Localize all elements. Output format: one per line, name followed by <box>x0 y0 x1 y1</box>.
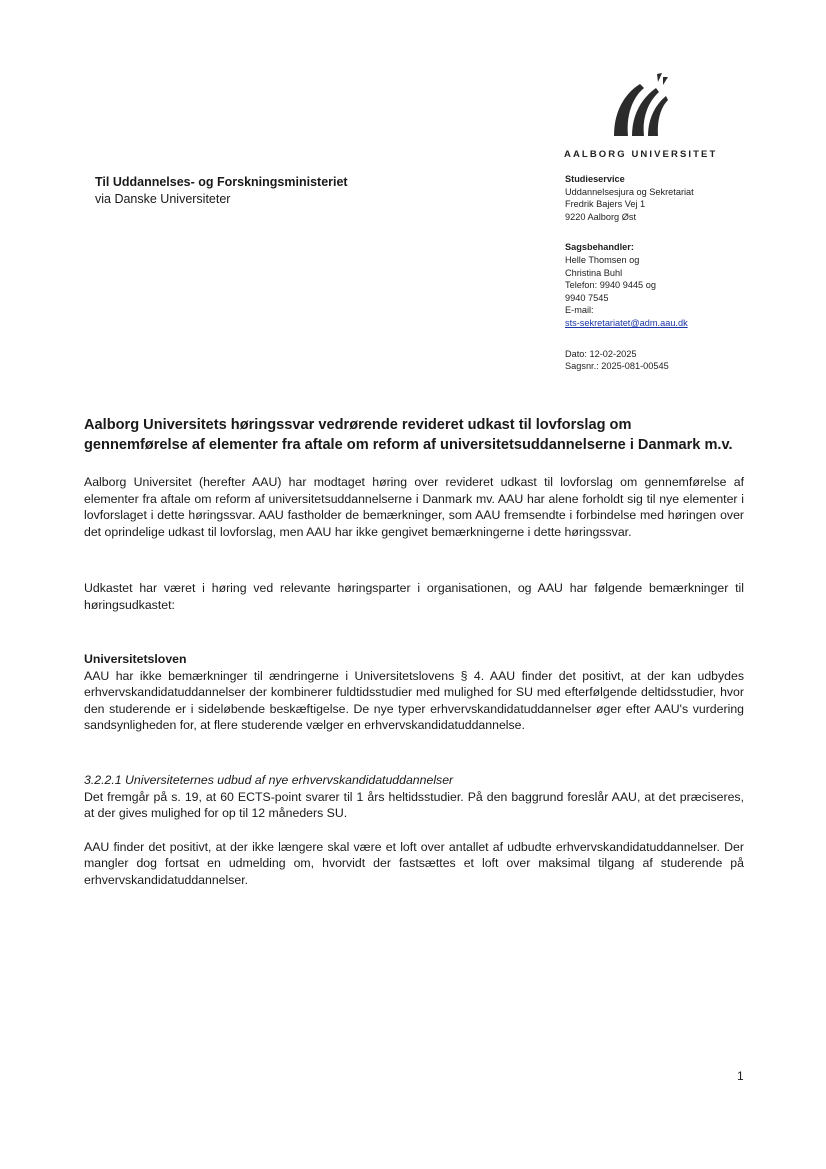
document-title: Aalborg Universitets høringssvar vedrørende revideret udkast til lovforslag om gennemførelse af elementer fra aftale om reform af universitetsuddannelserne i Danmark m.v. <box>84 417 733 453</box>
letter-date: Dato: 12-02-2025 <box>565 348 637 359</box>
subsection-heading: 3.2.2.1 Universiteternes udbud af nye erhvervskandidatuddannelser <box>84 773 454 787</box>
subsection-text-1: Det fremgår på s. 19, at 60 ECTS-point svarer til 1 års heltidsstudier. På den baggrund foreslår AAU, at det præciseres, at der gives mulighed for op til 12 måneders SU. <box>84 789 744 821</box>
handler-name-2: Christina Buhl <box>565 267 623 278</box>
email-label: E-mail: <box>565 305 594 316</box>
case-number: Sagsnr.: 2025-081-00545 <box>565 361 669 372</box>
handler-label: Sagsbehandler: <box>565 242 634 253</box>
phone-line-1: Telefon: 9940 9445 og <box>565 280 656 291</box>
recipient-block <box>95 174 348 208</box>
sender-dept: Uddannelsesjura og Sekretariat <box>565 186 694 197</box>
university-name: AALBORG UNIVERSITET <box>564 149 718 160</box>
sender-unit: Studieservice <box>565 174 625 184</box>
section-text: AAU har ikke bemærkninger til ændringerne i Universitetslovens § 4. AAU finder det positivt, at der kan udbydes erhvervskandidatuddannelser der kombinerer fuldtidsstudier med mulighed for SU med efterfølgende deltidsstudier, hvor den studerende er i sideløbende beskæftigelse. De nye typer erhvervskandidatuddannelser øger efter AAU's vurdering sandsynligheden for, at flere studerende vælger en erhvervskandidatuddannelse. <box>84 668 744 733</box>
universitetsloven-section <box>84 651 744 734</box>
aau-wave-logo-icon <box>610 72 672 138</box>
section-heading: Universitetsloven <box>84 652 187 666</box>
consultation-paragraph: Udkastet har været i høring ved relevante høringsparter i organisationen, og AAU har følgende bemærkninger til høringsudkastet: <box>84 581 744 612</box>
recipient-via: via Danske Universiteter <box>95 192 231 206</box>
subsection-text-2: AAU finder det positivt, at der ikke længere skal være et loft over antallet af udbudte erhvervskandidatuddannelser. Der mangler dog fortsat en udmelding om, hvorvidt der fastsættes et loft over maksimal tilgang af studerende på erhvervskandidatuddannelser. <box>84 839 744 887</box>
recipient-name: Til Uddannelses- og Forskningsministeriet <box>95 175 348 189</box>
email-link[interactable]: sts-sekretariatet@adm.aau.dk <box>565 317 688 328</box>
sender-block <box>565 173 694 373</box>
intro-paragraph: Aalborg Universitet (herefter AAU) har modtaget høring over revideret udkast til lovforslag om gennemførelse af elementer fra aftale om reform af universitetsuddannelserne i Danmark mv. AAU har alene forholdt sig til nye elementer i lovforslaget i dette høringssvar. AAU fastholder de bemærkninger, som AAU fremsendte i forbindelse med høringen over det oprindelige udkast til lovforslag, men AAU har ikke gengivet bemærkningerne i dette høringssvar. <box>84 475 744 539</box>
sender-street: Fredrik Bajers Vej 1 <box>565 199 646 210</box>
subsection-3221 <box>84 772 744 889</box>
page-number: 1 <box>737 1069 744 1083</box>
phone-line-2: 9940 7545 <box>565 292 609 303</box>
handler-name-1: Helle Thomsen og <box>565 254 640 265</box>
sender-city: 9220 Aalborg Øst <box>565 211 636 222</box>
